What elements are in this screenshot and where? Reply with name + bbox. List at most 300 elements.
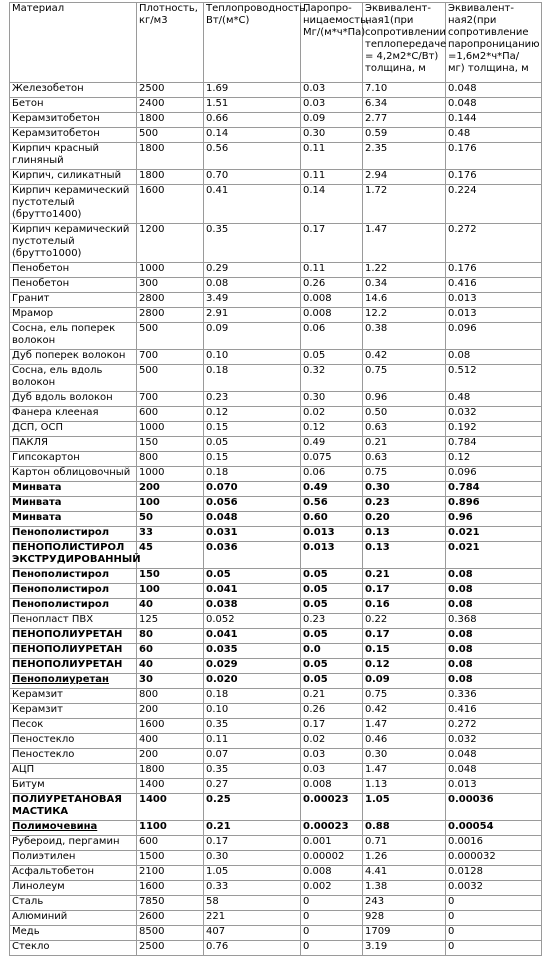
equiv-thickness-2-cell: 0.000032: [446, 851, 542, 866]
equiv-thickness-1-cell: 928: [363, 911, 446, 926]
permeability-cell: 0.06: [301, 323, 363, 350]
density-cell: 33: [137, 527, 204, 542]
conductivity-cell: 0.035: [204, 644, 301, 659]
density-cell: 700: [137, 350, 204, 365]
table-row: [10, 851, 542, 866]
density-cell: 1600: [137, 719, 204, 734]
equiv-thickness-1-cell: 1.38: [363, 881, 446, 896]
equiv-thickness-2-cell: 0.192: [446, 422, 542, 437]
density-cell: 2500: [137, 941, 204, 956]
equiv-thickness-2-cell: 0.021: [446, 542, 542, 569]
material-cell: Минвата: [10, 482, 137, 497]
equiv-thickness-2-cell: 0.176: [446, 143, 542, 170]
conductivity-cell: 0.038: [204, 599, 301, 614]
density-cell: 2100: [137, 866, 204, 881]
density-cell: 1600: [137, 881, 204, 896]
equiv-thickness-2-cell: 0.512: [446, 365, 542, 392]
conductivity-cell: 0.09: [204, 323, 301, 350]
table-row: [10, 407, 542, 422]
header-cell-material: Материал: [10, 3, 137, 83]
equiv-thickness-1-cell: 1.13: [363, 779, 446, 794]
density-cell: 400: [137, 734, 204, 749]
equiv-thickness-2-cell: 0.08: [446, 629, 542, 644]
permeability-cell: 0.001: [301, 836, 363, 851]
permeability-cell: 0.17: [301, 719, 363, 734]
header-cell-conductivity: Теплопроводность, Вт/(м*С): [204, 3, 301, 83]
conductivity-cell: 0.30: [204, 851, 301, 866]
density-cell: 2800: [137, 293, 204, 308]
equiv-thickness-1-cell: 0.21: [363, 437, 446, 452]
table-row: [10, 821, 542, 836]
equiv-thickness-2-cell: 0.0032: [446, 881, 542, 896]
equiv-thickness-2-cell: 0.08: [446, 350, 542, 365]
table-row: [10, 734, 542, 749]
conductivity-cell: 0.33: [204, 881, 301, 896]
equiv-thickness-1-cell: 6.34: [363, 98, 446, 113]
table-row: [10, 614, 542, 629]
table-row: [10, 866, 542, 881]
conductivity-cell: 0.21: [204, 821, 301, 836]
conductivity-cell: 1.69: [204, 83, 301, 98]
density-cell: 1800: [137, 764, 204, 779]
equiv-thickness-1-cell: 0.30: [363, 482, 446, 497]
density-cell: 2800: [137, 308, 204, 323]
density-cell: 125: [137, 614, 204, 629]
material-cell: Полимочевина: [10, 821, 137, 836]
conductivity-cell: 0.23: [204, 392, 301, 407]
conductivity-cell: 0.76: [204, 941, 301, 956]
table-row: [10, 644, 542, 659]
materials-table: [9, 2, 542, 956]
permeability-cell: 0.03: [301, 98, 363, 113]
table-row: [10, 749, 542, 764]
permeability-cell: 0.00023: [301, 794, 363, 821]
density-cell: 1000: [137, 422, 204, 437]
table-row: [10, 689, 542, 704]
permeability-cell: 0.05: [301, 674, 363, 689]
conductivity-cell: 0.052: [204, 614, 301, 629]
equiv-thickness-2-cell: 0.48: [446, 392, 542, 407]
conductivity-cell: 1.05: [204, 866, 301, 881]
conductivity-cell: 0.56: [204, 143, 301, 170]
permeability-cell: 0.60: [301, 512, 363, 527]
material-cell: Керамзит: [10, 689, 137, 704]
equiv-thickness-1-cell: 0.63: [363, 422, 446, 437]
equiv-thickness-1-cell: 0.09: [363, 674, 446, 689]
table-row: [10, 719, 542, 734]
equiv-thickness-1-cell: 0.42: [363, 704, 446, 719]
table-row: [10, 764, 542, 779]
equiv-thickness-1-cell: 0.15: [363, 644, 446, 659]
conductivity-cell: 0.048: [204, 512, 301, 527]
equiv-thickness-2-cell: 0.08: [446, 659, 542, 674]
material-cell: Стекло: [10, 941, 137, 956]
table-row: [10, 674, 542, 689]
permeability-cell: 0.26: [301, 278, 363, 293]
equiv-thickness-2-cell: 0.272: [446, 224, 542, 263]
conductivity-cell: 0.07: [204, 749, 301, 764]
equiv-thickness-2-cell: 0.176: [446, 170, 542, 185]
density-cell: 800: [137, 689, 204, 704]
conductivity-cell: 0.056: [204, 497, 301, 512]
conductivity-cell: 0.18: [204, 467, 301, 482]
equiv-thickness-2-cell: 0.096: [446, 323, 542, 350]
permeability-cell: 0.05: [301, 659, 363, 674]
conductivity-cell: 0.10: [204, 704, 301, 719]
permeability-cell: 0.00023: [301, 821, 363, 836]
permeability-cell: 0.0: [301, 644, 363, 659]
material-cell: Медь: [10, 926, 137, 941]
material-cell: Пенополиуретан: [10, 674, 137, 689]
equiv-thickness-2-cell: 0.048: [446, 764, 542, 779]
equiv-thickness-2-cell: 0.336: [446, 689, 542, 704]
permeability-cell: 0.05: [301, 629, 363, 644]
material-cell: Рубероид, пергамин: [10, 836, 137, 851]
material-cell: ПЕНОПОЛИУРЕТАН: [10, 629, 137, 644]
density-cell: 50: [137, 512, 204, 527]
equiv-thickness-1-cell: 2.35: [363, 143, 446, 170]
equiv-thickness-1-cell: 1709: [363, 926, 446, 941]
conductivity-cell: 0.05: [204, 569, 301, 584]
table-row: [10, 794, 542, 821]
equiv-thickness-1-cell: 0.21: [363, 569, 446, 584]
density-cell: 80: [137, 629, 204, 644]
equiv-thickness-2-cell: 0.12: [446, 452, 542, 467]
equiv-thickness-1-cell: 0.23: [363, 497, 446, 512]
material-cell: Линолеум: [10, 881, 137, 896]
equiv-thickness-1-cell: 2.77: [363, 113, 446, 128]
table-row: [10, 467, 542, 482]
conductivity-cell: 0.18: [204, 689, 301, 704]
permeability-cell: 0.05: [301, 350, 363, 365]
permeability-cell: 0.26: [301, 704, 363, 719]
density-cell: 100: [137, 584, 204, 599]
table-row: [10, 911, 542, 926]
material-cell: Мрамор: [10, 308, 137, 323]
equiv-thickness-1-cell: 0.88: [363, 821, 446, 836]
conductivity-cell: 0.11: [204, 734, 301, 749]
equiv-thickness-2-cell: 0.784: [446, 437, 542, 452]
permeability-cell: 0.12: [301, 422, 363, 437]
conductivity-cell: 0.041: [204, 584, 301, 599]
material-cell: Железобетон: [10, 83, 137, 98]
permeability-cell: 0.03: [301, 83, 363, 98]
density-cell: 200: [137, 704, 204, 719]
material-cell: АЦП: [10, 764, 137, 779]
permeability-cell: 0.02: [301, 734, 363, 749]
material-cell: ДСП, ОСП: [10, 422, 137, 437]
permeability-cell: 0.30: [301, 392, 363, 407]
density-cell: 60: [137, 644, 204, 659]
conductivity-cell: 0.70: [204, 170, 301, 185]
table-row: [10, 422, 542, 437]
table-row: [10, 926, 542, 941]
material-cell: Пенополистирол: [10, 569, 137, 584]
density-cell: 1600: [137, 185, 204, 224]
equiv-thickness-2-cell: 0.08: [446, 644, 542, 659]
material-cell: Сосна, ель вдоль волокон: [10, 365, 137, 392]
density-cell: 40: [137, 599, 204, 614]
material-cell: Фанера клееная: [10, 407, 137, 422]
table-row: [10, 224, 542, 263]
permeability-cell: 0.03: [301, 749, 363, 764]
conductivity-cell: 0.020: [204, 674, 301, 689]
table-row: [10, 452, 542, 467]
conductivity-cell: 0.35: [204, 719, 301, 734]
table-row: [10, 896, 542, 911]
permeability-cell: 0.013: [301, 527, 363, 542]
density-cell: 200: [137, 482, 204, 497]
equiv-thickness-2-cell: 0.784: [446, 482, 542, 497]
equiv-thickness-1-cell: 1.72: [363, 185, 446, 224]
equiv-thickness-2-cell: 0.048: [446, 749, 542, 764]
table-row: [10, 278, 542, 293]
material-cell: Пенополистирол: [10, 584, 137, 599]
table-row: [10, 482, 542, 497]
material-cell: ПАКЛЯ: [10, 437, 137, 452]
equiv-thickness-2-cell: 0.896: [446, 497, 542, 512]
conductivity-cell: 0.041: [204, 629, 301, 644]
conductivity-cell: 0.35: [204, 764, 301, 779]
material-cell: ПОЛИУРЕТАНОВАЯ МАСТИКА: [10, 794, 137, 821]
density-cell: 300: [137, 278, 204, 293]
equiv-thickness-1-cell: 0.75: [363, 689, 446, 704]
equiv-thickness-2-cell: 0.08: [446, 584, 542, 599]
conductivity-cell: 0.66: [204, 113, 301, 128]
conductivity-cell: 0.10: [204, 350, 301, 365]
equiv-thickness-1-cell: 1.26: [363, 851, 446, 866]
material-cell: Кирпич керамический пустотелый (брутто1000): [10, 224, 137, 263]
equiv-thickness-1-cell: 243: [363, 896, 446, 911]
equiv-thickness-1-cell: 1.47: [363, 764, 446, 779]
equiv-thickness-2-cell: 0: [446, 926, 542, 941]
density-cell: 500: [137, 365, 204, 392]
permeability-cell: 0.11: [301, 143, 363, 170]
material-cell: Пеностекло: [10, 734, 137, 749]
density-cell: 600: [137, 407, 204, 422]
conductivity-cell: 0.15: [204, 422, 301, 437]
permeability-cell: 0.02: [301, 407, 363, 422]
material-cell: Минвата: [10, 512, 137, 527]
permeability-cell: 0: [301, 941, 363, 956]
equiv-thickness-1-cell: 0.20: [363, 512, 446, 527]
table-row: [10, 497, 542, 512]
density-cell: 1500: [137, 851, 204, 866]
equiv-thickness-2-cell: 0.021: [446, 527, 542, 542]
conductivity-cell: 0.25: [204, 794, 301, 821]
equiv-thickness-1-cell: 12.2: [363, 308, 446, 323]
equiv-thickness-1-cell: 0.17: [363, 584, 446, 599]
equiv-thickness-2-cell: 0.272: [446, 719, 542, 734]
equiv-thickness-2-cell: 0.0128: [446, 866, 542, 881]
material-cell: ПЕНОПОЛИУРЕТАН: [10, 659, 137, 674]
material-cell: Пенобетон: [10, 278, 137, 293]
conductivity-cell: 0.27: [204, 779, 301, 794]
material-cell: Бетон: [10, 98, 137, 113]
permeability-cell: 0.17: [301, 224, 363, 263]
density-cell: 500: [137, 128, 204, 143]
permeability-cell: 0.11: [301, 170, 363, 185]
material-cell: Гипсокартон: [10, 452, 137, 467]
header-cell-density: Плотность, кг/м3: [137, 3, 204, 83]
permeability-cell: 0.09: [301, 113, 363, 128]
equiv-thickness-2-cell: 0.096: [446, 467, 542, 482]
density-cell: 1100: [137, 821, 204, 836]
equiv-thickness-2-cell: 0.96: [446, 512, 542, 527]
equiv-thickness-1-cell: 2.94: [363, 170, 446, 185]
density-cell: 1800: [137, 170, 204, 185]
material-cell: Минвата: [10, 497, 137, 512]
density-cell: 2400: [137, 98, 204, 113]
table-row: [10, 512, 542, 527]
equiv-thickness-1-cell: 0.75: [363, 365, 446, 392]
equiv-thickness-1-cell: 14.6: [363, 293, 446, 308]
material-cell: ПЕНОПОЛИУРЕТАН: [10, 644, 137, 659]
density-cell: 1000: [137, 467, 204, 482]
table-row: [10, 779, 542, 794]
equiv-thickness-1-cell: 0.30: [363, 749, 446, 764]
permeability-cell: 0.11: [301, 263, 363, 278]
material-cell: Пенопласт ПВХ: [10, 614, 137, 629]
permeability-cell: 0.075: [301, 452, 363, 467]
material-cell: Кирпич керамический пустотелый (брутто1400): [10, 185, 137, 224]
equiv-thickness-2-cell: 0.08: [446, 674, 542, 689]
header-cell-permeability: Паропро- ницаемость, Мг/(м*ч*Па): [301, 3, 363, 83]
equiv-thickness-2-cell: 0.416: [446, 278, 542, 293]
equiv-thickness-2-cell: 0.00036: [446, 794, 542, 821]
material-cell: Кирпич красный глиняный: [10, 143, 137, 170]
table-row: [10, 392, 542, 407]
table-row: [10, 83, 542, 98]
equiv-thickness-1-cell: 0.38: [363, 323, 446, 350]
permeability-cell: 0.06: [301, 467, 363, 482]
permeability-cell: 0.14: [301, 185, 363, 224]
conductivity-cell: 0.029: [204, 659, 301, 674]
permeability-cell: 0.32: [301, 365, 363, 392]
density-cell: 100: [137, 497, 204, 512]
table-row: [10, 263, 542, 278]
permeability-cell: 0.008: [301, 779, 363, 794]
permeability-cell: 0.05: [301, 569, 363, 584]
table-row: [10, 527, 542, 542]
equiv-thickness-1-cell: 0.42: [363, 350, 446, 365]
equiv-thickness-1-cell: 0.59: [363, 128, 446, 143]
equiv-thickness-2-cell: 0.08: [446, 569, 542, 584]
equiv-thickness-2-cell: 0.416: [446, 704, 542, 719]
table-row: [10, 599, 542, 614]
equiv-thickness-1-cell: 1.47: [363, 224, 446, 263]
conductivity-cell: 0.17: [204, 836, 301, 851]
permeability-cell: 0.013: [301, 542, 363, 569]
equiv-thickness-2-cell: 0.032: [446, 407, 542, 422]
table-row: [10, 584, 542, 599]
equiv-thickness-1-cell: 0.71: [363, 836, 446, 851]
table-row: [10, 836, 542, 851]
table-row: [10, 128, 542, 143]
equiv-thickness-1-cell: 0.13: [363, 527, 446, 542]
table-row: [10, 659, 542, 674]
equiv-thickness-1-cell: 1.22: [363, 263, 446, 278]
equiv-thickness-1-cell: 1.47: [363, 719, 446, 734]
conductivity-cell: 0.05: [204, 437, 301, 452]
equiv-thickness-2-cell: 0: [446, 911, 542, 926]
equiv-thickness-2-cell: 0.224: [446, 185, 542, 224]
table-row: [10, 542, 542, 569]
material-cell: Сталь: [10, 896, 137, 911]
equiv-thickness-1-cell: 7.10: [363, 83, 446, 98]
permeability-cell: 0.008: [301, 293, 363, 308]
equiv-thickness-1-cell: 0.75: [363, 467, 446, 482]
density-cell: 200: [137, 749, 204, 764]
material-cell: Керамзитобетон: [10, 113, 137, 128]
equiv-thickness-2-cell: 0.176: [446, 263, 542, 278]
material-cell: Битум: [10, 779, 137, 794]
permeability-cell: 0.008: [301, 866, 363, 881]
material-cell: Кирпич, силикатный: [10, 170, 137, 185]
equiv-thickness-1-cell: 0.16: [363, 599, 446, 614]
table-row: [10, 881, 542, 896]
equiv-thickness-2-cell: 0: [446, 941, 542, 956]
conductivity-cell: 0.15: [204, 452, 301, 467]
header-cell-equiv-thickness-2: Эквивалент- ная2(при сопротивление паропроницанию =1,6м2*ч*Па/ мг) толщина, м: [446, 3, 542, 83]
table-row: [10, 350, 542, 365]
permeability-cell: 0.002: [301, 881, 363, 896]
equiv-thickness-1-cell: 0.13: [363, 542, 446, 569]
table-row: [10, 629, 542, 644]
permeability-cell: 0.03: [301, 764, 363, 779]
conductivity-cell: 0.036: [204, 542, 301, 569]
permeability-cell: 0.21: [301, 689, 363, 704]
density-cell: 2500: [137, 83, 204, 98]
equiv-thickness-2-cell: 0.048: [446, 83, 542, 98]
conductivity-cell: 0.41: [204, 185, 301, 224]
density-cell: 8500: [137, 926, 204, 941]
table-row: [10, 98, 542, 113]
header-cell-equiv-thickness-1: Эквивалент- ная1(при сопротивлении теплопередаче = 4,2м2*С/Вт) толщина, м: [363, 3, 446, 83]
equiv-thickness-2-cell: 0.013: [446, 779, 542, 794]
conductivity-cell: 0.12: [204, 407, 301, 422]
table-row: [10, 323, 542, 350]
permeability-cell: 0.56: [301, 497, 363, 512]
material-cell: Гранит: [10, 293, 137, 308]
permeability-cell: 0.23: [301, 614, 363, 629]
density-cell: 1000: [137, 263, 204, 278]
material-cell: Полиэтилен: [10, 851, 137, 866]
density-cell: 500: [137, 323, 204, 350]
equiv-thickness-1-cell: 0.96: [363, 392, 446, 407]
density-cell: 150: [137, 569, 204, 584]
material-cell: Керамзит: [10, 704, 137, 719]
density-cell: 1400: [137, 779, 204, 794]
conductivity-cell: 0.14: [204, 128, 301, 143]
equiv-thickness-1-cell: 0.63: [363, 452, 446, 467]
equiv-thickness-2-cell: 0.013: [446, 293, 542, 308]
conductivity-cell: 221: [204, 911, 301, 926]
density-cell: 700: [137, 392, 204, 407]
table-row: [10, 437, 542, 452]
conductivity-cell: 2.91: [204, 308, 301, 323]
table-row: [10, 365, 542, 392]
density-cell: 800: [137, 452, 204, 467]
material-cell: Асфальтобетон: [10, 866, 137, 881]
table-row: [10, 704, 542, 719]
equiv-thickness-2-cell: 0.368: [446, 614, 542, 629]
equiv-thickness-2-cell: 0.48: [446, 128, 542, 143]
equiv-thickness-2-cell: 0.032: [446, 734, 542, 749]
equiv-thickness-2-cell: 0: [446, 896, 542, 911]
material-cell: Пенополистирол: [10, 599, 137, 614]
table-row: [10, 293, 542, 308]
